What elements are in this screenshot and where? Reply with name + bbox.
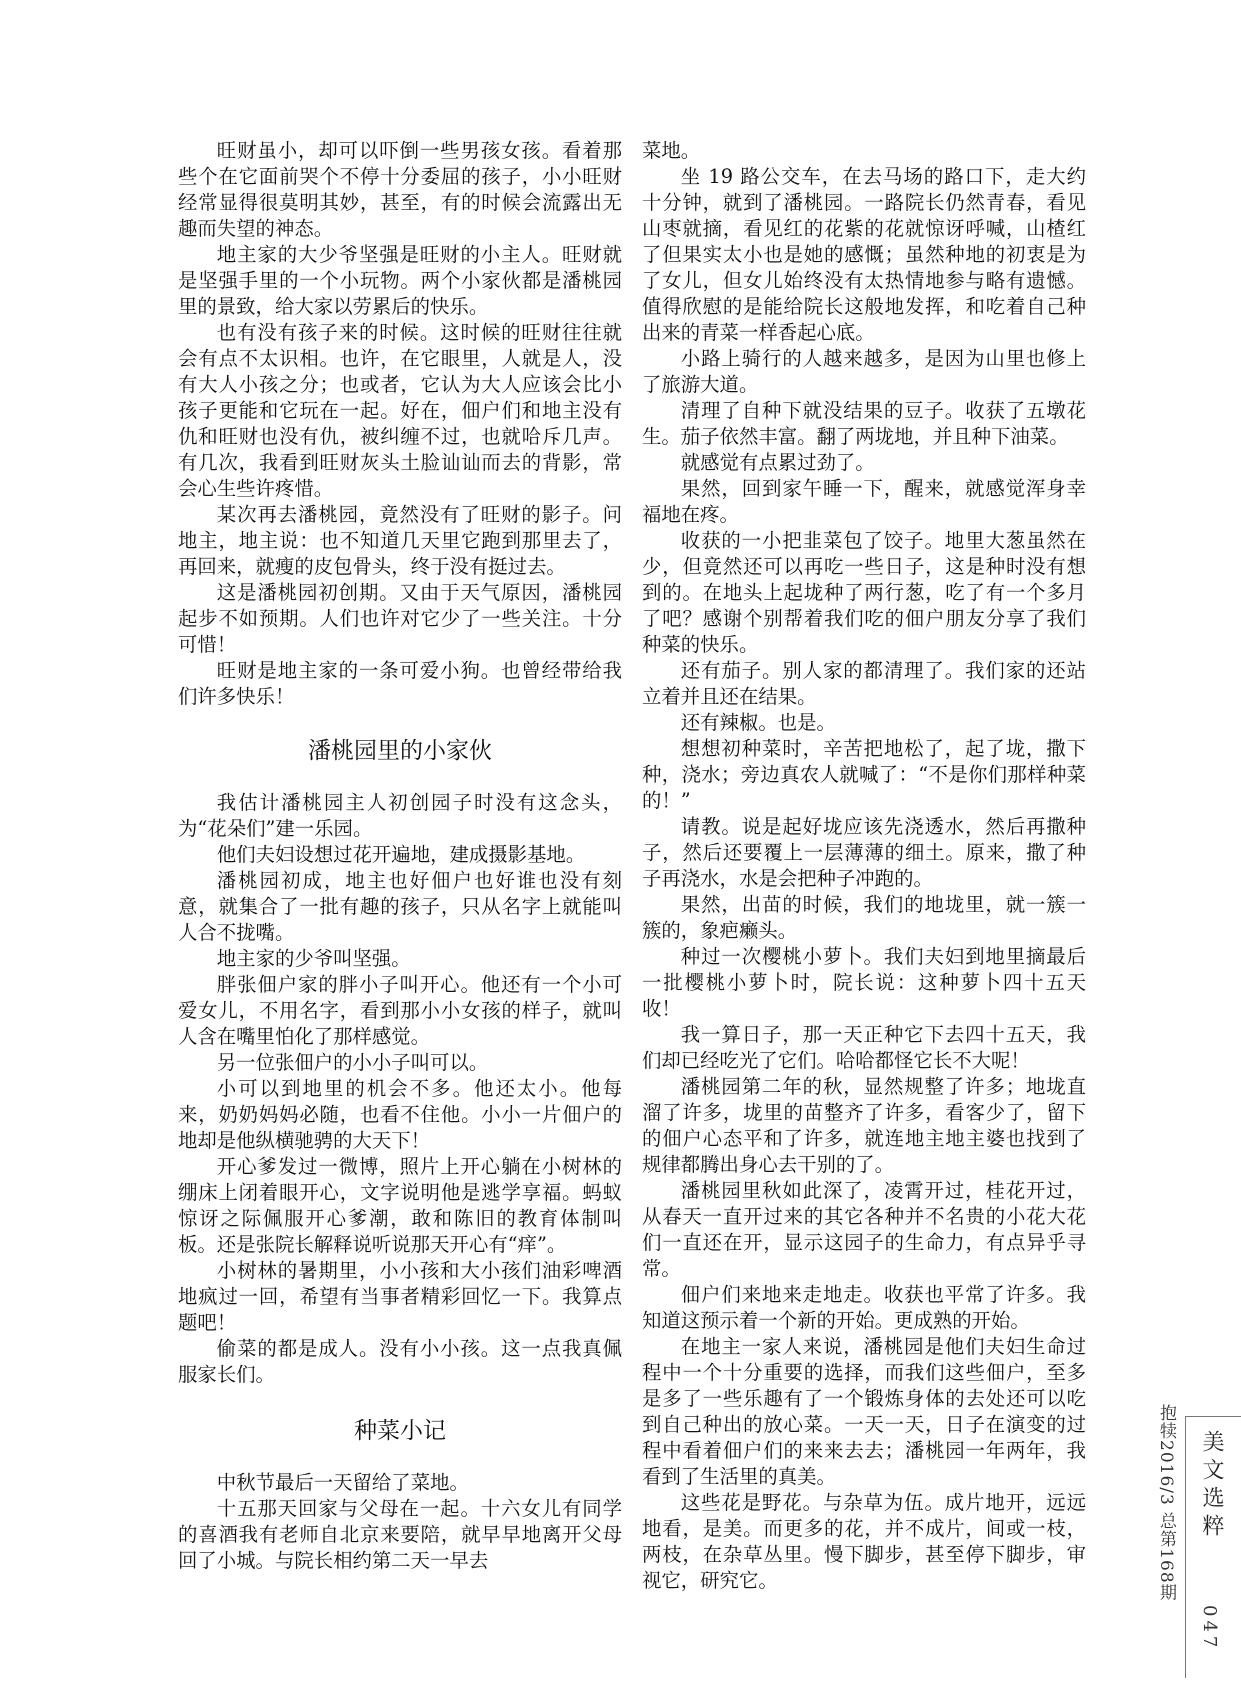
paragraph: 另一位张佃户的小小子叫可以。 [216, 1051, 489, 1074]
left-column [178, 138, 622, 1574]
paragraph: 小可以到地里的机会不多。他还太小。他每来，奶奶妈妈必随，也看不住他。小小一片佃户的地却是他纵横驰骋的大天下！ [178, 1077, 622, 1152]
paragraph: 请教。说是起好垅应该先浇透水，然后再撒种子，然后还要覆上一层薄薄的细土。原来，撒了种子再浇水，水是会把种子冲跑的。 [642, 815, 1086, 890]
section-heading: 潘桃园里的小家伙 [308, 738, 492, 764]
paragraph: 坐 19 路公交车，在去马场的路口下，走大约十分钟，就到了潘桃园。一路院长仍然青春，看见山枣就摘，看见红的花紫的花就惊讶呼喊，山楂红了但果实太小也是她的感慨；虽然种地的初衷是为了女儿，但女儿始终没有太热情地参与略有遗憾。值得欣慰的是能给院长这般地发挥，和吃着自己种出来的青菜一样香起心底。 [642, 165, 1086, 344]
paragraph: 也有没有孩子来的时候。这时候的旺财往往就会有点不太识相。也许，在它眼里，人就是人，没有大人小孩之分；也或者，它认为大人应该会比小孩子更能和它玩在一起。好在，佃户们和地主没有仇和旺财也没有仇，被纠缠不过，也就哈斥几声。有几次，我看到旺财灰头土脸讪讪而去的背影，常会心生些许疼惜。 [178, 321, 622, 500]
paragraph: 在地主一家人来说，潘桃园是他们夫妇生命过程中一个十分重要的选择，而我们这些佃户，至多是多了一些乐趣有了一个锻炼身体的去处还可以吃到自己种出的放心菜。一天一天，日子在演变的过程中看着佃户们的来来去去；潘桃园一年两年，我看到了生活里的真美。 [642, 1335, 1086, 1488]
paragraph: 果然，回到家午睡一下，醒来，就感觉浑身幸福地在疼。 [642, 477, 1086, 526]
paragraph: 他们夫妇设想过花开遍地，建成摄影基地。 [216, 843, 586, 866]
paragraph: 某次再去潘桃园，竟然没有了旺财的影子。问地主，地主说：也不知道几天里它跑到那里去了，再回来，就瘦的皮包骨头，终于没有挺过去。 [178, 503, 622, 578]
paragraph-continuation: 菜地。 [642, 139, 701, 162]
paragraph: 潘桃园第二年的秋，显然规整了许多；地垅直溜了许多，垅里的苗整齐了许多，看客少了，留下的佃户心态平和了许多，就连地主地主婆也找到了规律都腾出身心去干别的了。 [642, 1075, 1086, 1176]
paragraph: 就感觉有点累过劲了。 [680, 451, 875, 474]
page-number: 047 [1199, 1605, 1220, 1652]
paragraph: 这是潘桃园初创期。又由于天气原因，潘桃园起步不如预期。人们也许对它少了一些关注。十分可惜！ [178, 581, 622, 656]
paragraph: 小路上骑行的人越来越多，是因为山里也修上了旅游大道。 [642, 347, 1086, 396]
paragraph: 开心爹发过一微博，照片上开心躺在小树林的绷床上闭着眼开心，文字说明他是逃学享福。蚂蚁惊讶之际佩服开心爹潮，敢和陈旧的教育体制叫板。还是张院长解释说听说那天开心有“痒”。 [178, 1155, 622, 1256]
paragraph: 胖张佃户家的胖小子叫开心。他还有一个小可爱女儿，不用名字，看到那小小女孩的样子，就叫人含在嘴里怕化了那样感觉。 [178, 973, 622, 1048]
paragraph: 潘桃园初成，地主也好佃户也好谁也没有刻意，就集合了一批有趣的孩子，只从名字上就能叫人合不拢嘴。 [178, 869, 622, 944]
paragraph: 果然，出苗的时候，我们的地垅里，就一簇一簇的，象疤癞头。 [642, 893, 1086, 942]
paragraph: 十五那天回家与父母在一起。十六女儿有同学的喜酒我有老师自北京来要陪，就早早地离开父母回了小城。与院长相约第二天一早去 [178, 1497, 622, 1572]
paragraph: 收获的一小把韭菜包了饺子。地里大葱虽然在少，但竟然还可以再吃一些日子，这是种时没有想到的。在地头上起垅种了两行葱，吃了有一个多月了吧？感谢个别帮着我们吃的佃户朋友分享了我们种菜的快乐。 [642, 529, 1086, 656]
paragraph: 潘桃园里秋如此深了，凌霄开过，桂花开过，从春天一直开过来的其它各种并不名贵的小花大花们一直还在开，显示这园子的生命力，有点异乎寻常。 [642, 1179, 1086, 1280]
paragraph: 还有茄子。别人家的都清理了。我们家的还站立着并且还在结果。 [642, 659, 1086, 708]
paragraph: 清理了自种下就没结果的豆子。收获了五墩花生。茄子依然丰富。翻了两垅地，并且种下油菜。 [642, 399, 1086, 448]
paragraph: 中秋节最后一天留给了菜地。 [216, 1471, 469, 1494]
paragraph: 佃户们来地来走地走。收获也平常了许多。我知道这预示着一个新的开始。更成熟的开始。 [642, 1283, 1086, 1332]
paragraph: 偷菜的都是成人。没有小小孩。这一点我真佩服家长们。 [178, 1337, 622, 1386]
paragraph: 我估计潘桃园主人初创园子时没有这念头，为“花朵们”建一乐园。 [178, 791, 622, 840]
paragraph: 我一算日子，那一天正种它下去四十五天，我们却已经吃光了它们。哈哈都怪它长不大呢！ [642, 1023, 1086, 1072]
right-column [642, 138, 1086, 1594]
section-heading: 种菜小记 [354, 1418, 446, 1444]
journal-name: 美文选粹 [1199, 1430, 1224, 1542]
paragraph: 地主家的大少爷坚强是旺财的小主人。旺财就是坚强手里的一个小玩物。两个小家伙都是潘桃园里的景致，给大家以劳累后的快乐。 [178, 243, 622, 318]
paragraph: 想想初种菜时，辛苦把地松了，起了垅，撒下种，浇水；旁边真农人就喊了：“不是你们那样种菜的！” [642, 737, 1086, 812]
paragraph: 还有辣椒。也是。 [680, 711, 836, 734]
issue-info: 抱犊2016/3 总第168期 [1156, 1404, 1176, 1602]
paragraph: 地主家的少爷叫坚强。 [216, 947, 411, 970]
paragraph: 小树林的暑期里，小小孩和大小孩们油彩啤酒地疯过一回，希望有当事者精彩回忆一下。我算点题吧！ [178, 1259, 622, 1334]
paragraph: 旺财虽小，却可以吓倒一些男孩女孩。看着那些个在它面前哭个不停十分委屈的孩子，小小旺财经常显得很莫明其妙，甚至，有的时候会流露出无趣而失望的神态。 [178, 139, 622, 240]
paragraph: 这些花是野花。与杂草为伍。成片地开，远远地看，是美。而更多的花，并不成片，间或一枝，两枝，在杂草丛里。慢下脚步，甚至停下脚步，审视它，研究它。 [642, 1491, 1086, 1592]
paragraph: 旺财是地主家的一条可爱小狗。也曾经带给我们许多快乐！ [178, 659, 622, 708]
paragraph: 种过一次樱桃小萝卜。我们夫妇到地里摘最后一批樱桃小萝卜时，院长说：这种萝卜四十五天收！ [642, 945, 1086, 1020]
